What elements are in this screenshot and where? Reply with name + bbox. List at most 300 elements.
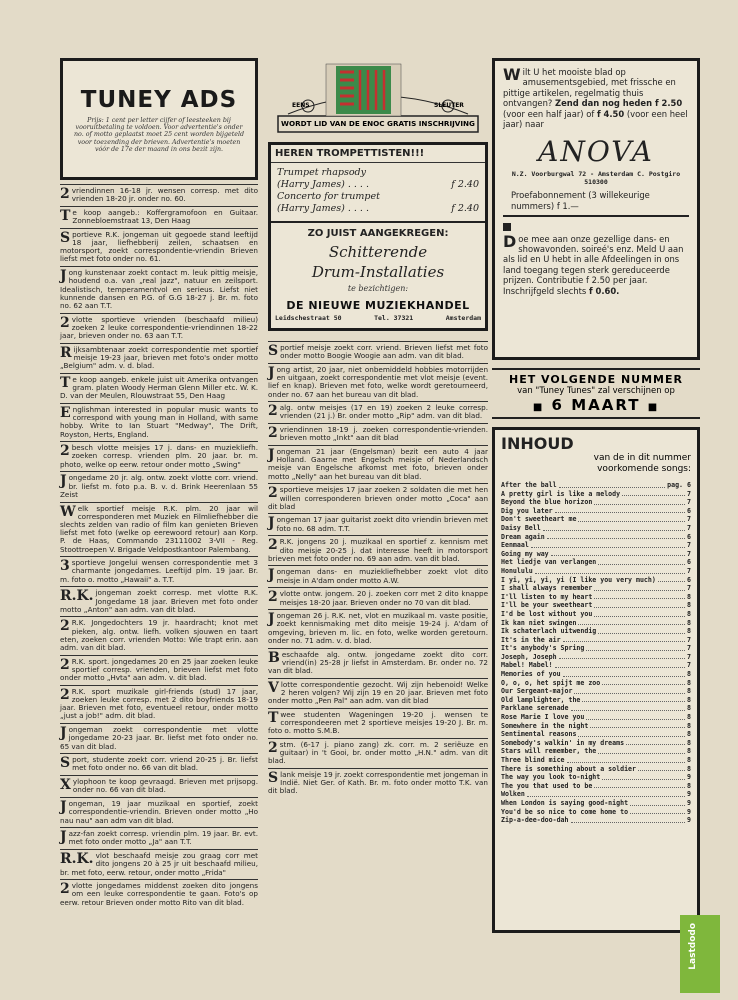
song-page-number: 8	[687, 592, 691, 601]
song-page	[687, 558, 691, 567]
ad-text: sportieve meisjes 17 jaar zoeken 2 soldaten die met hen willen corresponderen brieven onder motto „Coca" aan dit blad	[268, 485, 488, 511]
song-page	[687, 576, 691, 585]
ad-text: lotte correspondentie gezocht. Wij zijn hebenoid! Welke 2 heren volgen? Wij zijn 19 en 20 jaar. Brieven met foto onder motto „Pen Pal" aan adm. van dit blad	[268, 679, 488, 706]
classified-ad	[268, 741, 488, 766]
dot-leader	[598, 747, 685, 754]
trumpet-item	[271, 167, 485, 179]
song-page	[687, 799, 691, 808]
ad-initial: 2	[60, 686, 70, 703]
tuney-ads-box	[60, 58, 258, 180]
tuney-ads-title: TUNEY ADS	[80, 87, 238, 113]
ad-text: elk sportief meisje R.K. plm. 20 jaar wil corresponderen met Muziek en Filmliefhebber die slechts zelden van radio of film kan genieten Brieven liefst met foto (welke op eerewoord retour) aan Korp. P. de Haas, Commando 23111002 3-VII - Reg. Stoottroepen V. Brigade Veldpostkantoor Palembang.	[60, 503, 258, 554]
song-row	[501, 524, 691, 533]
song-title: Our Sergeant-major	[501, 687, 573, 696]
song-row	[501, 593, 691, 602]
song-page-number: 8	[687, 747, 691, 756]
ad-initial: S	[60, 229, 71, 246]
volgende-l2: van "Tuney Tunes" zal verschijnen op	[517, 386, 675, 396]
dot-leader	[555, 661, 685, 668]
ad-text: vlotte ontw. jongem. 20 j. zoeken corr met 2 dito knappe meisjes 18-20 jaar. Brieven onder no 70 van dit blad.	[279, 589, 488, 607]
sticker-text: Lastdodo	[688, 923, 698, 970]
song-row	[501, 515, 691, 524]
song-title: Somebody's walkin' in my dreams	[501, 738, 625, 747]
ad-divider	[60, 879, 258, 880]
classified-ad	[268, 538, 488, 563]
ad-text: ongedame 20 jr. alg. ontw. zoekt vlotte corr. vriend. br. liefst m. foto p.a. B. v. d. Brink Heerenlaan 55 Zeist	[60, 473, 258, 499]
song-page	[687, 704, 691, 713]
ad-text: R.K. sport. jongedames 20 en 25 jaar zoeken leuke sportief corresp. vrienden, brieven liefst met foto onder motto „Hvta" aan adm. v. dit blad.	[60, 656, 258, 683]
ad-initial: 2	[268, 403, 278, 420]
song-page-number: 8	[687, 756, 691, 764]
classified-ad	[268, 771, 488, 796]
ad-initial: 3	[60, 558, 70, 575]
song-page-number: 8	[687, 670, 691, 679]
classified-ad	[268, 681, 488, 706]
song-row	[501, 498, 691, 507]
song-page-number: 7	[687, 661, 691, 670]
song-row	[501, 756, 691, 765]
song-page	[687, 696, 691, 705]
ad-initial: 2	[268, 425, 278, 442]
drum-line-1: Schitterende	[328, 243, 428, 261]
ad-text: vriendinnen 16-18 jr. wensen corresp. met dito vrienden 18-20 jr. onder no. 60.	[71, 186, 258, 204]
song-row	[501, 704, 691, 713]
ad-initial: J	[60, 473, 67, 490]
song-page-number: 8	[687, 695, 691, 704]
ad-initial: J	[268, 447, 275, 464]
ad-text: ong artist, 20 jaar, niet onbemiddeld hobbies motorrijden en uitgaan, zoekt correspondentie met vlot meisje (event. lief en knap). Brieven met foto, welke wordt geretourneerd, onder no. 67 aan het bureau van dit blad.	[268, 364, 488, 399]
ad-divider	[60, 685, 258, 686]
ad-text: nglishman interested in popular music wants to correspond with young man in Holland, with same hobby. Write to Ian Stuart "Medway", The Drift, Royston, Herts, England.	[60, 404, 258, 439]
dot-leader	[622, 490, 685, 497]
song-page	[687, 730, 691, 739]
ad-divider	[268, 708, 488, 709]
song-row	[501, 747, 691, 756]
song-page	[667, 481, 691, 490]
classified-ad	[60, 882, 258, 907]
song-page	[687, 515, 691, 524]
song-page-number: 8	[687, 764, 691, 773]
song-page-number: 9	[687, 807, 691, 816]
ad-text: vlotte jongedames middenst zoeken dito jongens om een leuke correspondentie te gaan. Foto's op eerw. retour Brieven onder motto Rito van dit blad.	[60, 881, 258, 907]
left-column	[60, 58, 258, 909]
song-title: I shall always remember	[501, 584, 593, 593]
song-title: Rose Marie I love you	[501, 713, 585, 722]
anova-logo: ANOVA	[538, 135, 654, 169]
ad-divider	[268, 363, 488, 364]
classified-ad	[60, 852, 258, 877]
song-title: Sentimental reasons	[501, 730, 577, 739]
dot-leader	[594, 610, 685, 617]
song-row	[501, 576, 691, 585]
song-title: I yi, yi, yi, yi (I like you very much)	[501, 575, 656, 584]
ad-initial: S	[60, 755, 71, 772]
song-row	[501, 533, 691, 542]
store-street: Leidschestraat 50	[275, 314, 342, 322]
bezichtigen-text: te bezichtigen:	[347, 284, 409, 293]
ad-divider	[60, 502, 258, 503]
dot-leader	[630, 799, 685, 806]
song-page-number: 7	[687, 541, 691, 550]
song-page-number: 7	[687, 498, 691, 507]
song-title: Ik kan niet swingen	[501, 618, 577, 627]
song-page	[687, 739, 691, 748]
tuney-ads-rules: Prijs: 1 cent per letter cijfer of leesteeken bij vooruitbetaling te voldoen. Voor advertentie's onder no. of motto geplaatst moet 25 cent worden bijgeteld voor toezending der brieven. Advertentie's moeten vóór de 17e der maand in ons bezit zijn.	[73, 117, 245, 153]
song-page	[687, 722, 691, 731]
classified-ad	[60, 830, 258, 846]
dot-leader	[543, 524, 685, 531]
dot-leader	[567, 756, 685, 763]
classified-ad	[60, 269, 258, 310]
trumpet-price: f 2.40	[451, 203, 479, 214]
song-page	[687, 610, 691, 619]
ad-divider	[60, 616, 258, 617]
classified-ad	[268, 404, 488, 420]
song-row	[501, 790, 691, 799]
ad-initial: B	[268, 649, 280, 666]
song-page	[687, 533, 691, 542]
trumpet-title: (Harry James) . . . .	[277, 203, 369, 214]
song-page	[687, 490, 691, 499]
classified-ad	[60, 619, 258, 652]
song-title: Memories of you	[501, 670, 561, 679]
song-row	[501, 679, 691, 688]
trumpet-item	[271, 179, 485, 191]
dot-leader	[594, 498, 685, 505]
song-page-number: 6	[687, 481, 691, 489]
ad-initial: W	[60, 503, 76, 520]
ad-divider	[268, 648, 488, 649]
song-row	[501, 601, 691, 610]
middle-column	[268, 58, 488, 798]
song-row	[501, 627, 691, 636]
song-page	[687, 782, 691, 791]
classified-ad	[268, 590, 488, 606]
store-city: Amsterdam	[445, 314, 481, 322]
classified-ad	[60, 406, 258, 439]
song-page	[687, 541, 691, 550]
ad-text: port, studente zoekt corr. vriend 20-25 j. Br. liefst met foto onder no. 66 van dit blad.	[72, 755, 258, 773]
ad-divider	[268, 423, 488, 424]
classified-ad	[60, 209, 258, 225]
song-title: Beyond the blue horizon	[501, 498, 593, 507]
dot-leader	[559, 653, 685, 660]
classified-ad	[60, 474, 258, 499]
ad-divider	[60, 775, 258, 776]
song-page-number: 7	[687, 652, 691, 661]
song-title: Wolken	[501, 790, 525, 799]
song-row	[501, 558, 691, 567]
wilt-initial: W	[503, 65, 521, 84]
ad-text: portief meisje zoekt corr. vriend. Brieven liefst met foto onder motto Boogie Woogie aan adm. van dit blad.	[280, 343, 488, 361]
song-page-number: 8	[687, 609, 691, 618]
ad-initial: 2	[268, 739, 278, 756]
ad-divider	[268, 341, 488, 342]
dot-leader	[598, 627, 685, 634]
classified-ad	[60, 559, 258, 584]
dot-leader	[630, 808, 685, 815]
ad-divider	[60, 228, 258, 229]
classified-ad	[60, 726, 258, 751]
song-page	[687, 756, 691, 765]
ad-divider	[60, 184, 258, 185]
ad-initial: T	[60, 374, 71, 391]
trumpet-title: Concerto for trumpet	[277, 191, 380, 202]
trumpet-item	[271, 203, 485, 215]
doe-mee-paragraph	[503, 223, 689, 296]
ad-divider	[60, 313, 258, 314]
anova-ad	[492, 58, 700, 360]
song-page	[687, 661, 691, 670]
ad-divider	[268, 678, 488, 679]
song-title: Honululu	[501, 566, 533, 575]
ad-text: e koop aangeb. enkele juist uit Amerika ontvangen gram. platen Woody Herman Glenn Miller etc. W. K. D. van der Meulen, Rlouwstraat 55, Den Haag	[60, 374, 258, 401]
ad-initial: J	[268, 611, 275, 628]
store-phone: Tel. 37321	[374, 314, 414, 322]
dot-leader	[559, 481, 666, 488]
ad-divider	[268, 401, 488, 402]
song-page-number: 9	[687, 790, 691, 799]
song-page-number: 9	[687, 816, 691, 825]
song-page	[687, 765, 691, 774]
ad-divider	[60, 586, 258, 587]
wilt-bold: Zend dan nog heden f 2.50	[555, 98, 683, 109]
classified-ad	[60, 756, 258, 772]
classified-ad	[268, 486, 488, 511]
song-page-number: 8	[687, 738, 691, 747]
enoc-banner: WORDT LID VAN DE ENOC GRATIS INSCHRIJVING	[281, 119, 475, 128]
song-title: I'll listen to my heart	[501, 592, 593, 601]
ad-text: ijksambtenaar zoekt correspondentie met sportief meisje 19-23 jaar, brieven met foto's onder motto „Belgium" adm. v. d. blad.	[60, 344, 258, 371]
song-title: It's anybody's Spring	[501, 644, 585, 653]
song-row	[501, 816, 691, 825]
song-page	[687, 636, 691, 645]
ad-divider	[60, 723, 258, 724]
song-title: After the ball	[501, 481, 557, 489]
song-row	[501, 687, 691, 696]
song-title: Dream again	[501, 532, 545, 541]
volgende-l1: HET VOLGENDE NUMMER	[509, 373, 683, 386]
song-page-number: 8	[687, 618, 691, 627]
heren-heading: HEREN TROMPETTISTEN!!!	[275, 148, 425, 159]
song-title: Joseph, Joseph	[501, 652, 557, 661]
classified-ad	[60, 778, 258, 794]
song-row	[501, 799, 691, 808]
volgende-l3: ■ 6 MAART ■	[532, 396, 660, 414]
song-title: The you that used to be	[501, 781, 593, 790]
dot-leader	[571, 816, 686, 823]
song-row	[501, 765, 691, 774]
ad-initial: R.K.	[60, 588, 94, 605]
song-page-number: 6	[687, 506, 691, 515]
song-page-number: 7	[687, 523, 691, 532]
store-address	[271, 312, 485, 324]
ad-text: ongeman 17 jaar guitarist zoekt dito vriendin brieven met foto no. 68 adm. T.T.	[276, 515, 488, 533]
song-row	[501, 584, 691, 593]
song-page	[687, 627, 691, 636]
ad-initial: 2	[60, 443, 70, 460]
dot-leader	[535, 567, 685, 574]
classified-ad	[60, 231, 258, 264]
ad-text: wee studenten Wageningen 19-20 j. wensen te correspondeeren met 2 sportieve meisjes 19-20 J. Br. m. foto o. motto S.M.B.	[268, 709, 488, 736]
ad-initial: J	[268, 364, 275, 381]
song-page-number: 7	[687, 566, 691, 575]
ad-initial: E	[60, 404, 71, 421]
song-row	[501, 550, 691, 559]
song-page-number: 6	[687, 575, 691, 584]
ad-initial: 2	[60, 314, 70, 331]
song-row	[501, 696, 691, 705]
song-page-number: 6	[687, 558, 691, 567]
ad-text: sportieve Jongelui wensen correspondentie met 3 charmante jongedames. Leeftijd plm. 19 jaar. Br. m. foto o. motto „Hawaii" a. T.T.	[60, 558, 258, 584]
song-row	[501, 739, 691, 748]
song-row	[501, 808, 691, 817]
dot-leader	[598, 558, 685, 565]
trumpet-item	[271, 191, 485, 203]
song-title: Somewhere in the night	[501, 721, 589, 730]
ad-divider	[60, 266, 258, 267]
ad-initial: V	[268, 679, 279, 696]
classified-ad	[268, 568, 488, 584]
ad-initial: 2	[60, 186, 70, 202]
ad-divider	[60, 827, 258, 828]
ad-divider	[60, 441, 258, 442]
ad-text: R.K. Jongedochters 19 jr. haardracht; knot met pieken, alg. ontw. liefh. volken sjouwen en taart eten, zoeken corr. vrienden Motto: Wie trapt erin. aan adm. van dit blad.	[60, 618, 258, 653]
song-page	[687, 507, 691, 516]
song-title: Ik schaterlach uitwendig	[501, 627, 597, 636]
ad-text: ongeman zoekt correspondentie met vlotte jongedame 20-23 jaar. Br. liefst met foto onder no. 65 van dit blad.	[60, 725, 258, 751]
song-page	[687, 644, 691, 653]
ad-text: ongeman 21 jaar (Engelsman) bezit een auto 4 jaar Holland. Gaarne met Engelsch meisje of Nederlandsch meisje van Engelsche afkomst met foto, brieven onder motto „Nelly" aan het bureau van dit blad.	[268, 447, 488, 481]
ad-initial: S	[268, 343, 279, 359]
classified-ad	[60, 376, 258, 401]
ad-divider	[60, 797, 258, 798]
song-row	[501, 653, 691, 662]
song-page-number: 8	[687, 678, 691, 687]
classified-ad	[60, 187, 258, 203]
dot-leader	[555, 507, 685, 514]
ad-initial: J	[60, 268, 67, 285]
ad-initial: 2	[268, 537, 278, 554]
song-page	[687, 593, 691, 602]
dot-leader	[602, 773, 685, 780]
page-label: pag.	[667, 481, 684, 489]
ad-divider	[60, 849, 258, 850]
ad-divider	[268, 738, 488, 739]
ad-text: vriendinnen 18-19 j. zoeken correspondentie-vrienden. brieven motto „Inkt" aan dit blad	[279, 425, 488, 443]
dot-leader	[547, 533, 685, 540]
song-title: There is something about a soldier	[501, 764, 636, 773]
song-page	[687, 498, 691, 507]
dot-leader	[586, 644, 685, 651]
classified-ad	[268, 426, 488, 442]
song-row	[501, 610, 691, 619]
song-title: Three blind mice	[501, 756, 565, 764]
song-page-number: 8	[687, 730, 691, 739]
ad-divider	[268, 768, 488, 769]
dot-leader	[658, 576, 685, 583]
classified-ad	[268, 344, 488, 360]
inhoud-title: INHOUD	[501, 434, 574, 453]
song-title: Eenmaal	[501, 541, 529, 550]
song-page-number: 7	[687, 635, 691, 644]
doe-text: oe mee aan onze gezellige dans- en showavonden. soireé's enz. Meld U aan als lid en U hebt in alle Afdeelingen in ons land toegang tegen sterk gereduceerde prijzen. Contributie f 2.50 per jaar. Inschrijfgeld slechts	[503, 233, 684, 296]
ad-initial: R.K.	[60, 851, 94, 868]
ad-initial: T	[60, 207, 71, 224]
song-page	[687, 601, 691, 610]
ad-divider	[268, 535, 488, 536]
wilt-text2: (voor een half jaar) of	[503, 108, 595, 119]
inhoud-box	[492, 427, 700, 933]
song-title: Mabel! Mabel!	[501, 661, 553, 670]
ad-divider	[60, 373, 258, 374]
song-page	[687, 713, 691, 722]
classified-ad	[268, 448, 488, 481]
classified-ad	[60, 316, 258, 341]
song-row	[501, 670, 691, 679]
dot-leader	[578, 730, 685, 737]
dot-leader	[602, 679, 685, 686]
song-page	[687, 619, 691, 628]
song-title: Don't sweetheart me	[501, 515, 577, 524]
ad-divider	[60, 471, 258, 472]
ad-divider	[60, 753, 258, 754]
song-row	[501, 490, 691, 499]
ad-initial: 2	[268, 485, 278, 502]
ad-initial: J	[268, 567, 275, 584]
song-page-number: 8	[687, 687, 691, 696]
dot-leader	[574, 687, 685, 694]
wilt-text: ilt U het mooiste blad op amusementsgebied, met frissche en pittige artikelen, regelmatig thuis ontvangen?	[503, 67, 676, 109]
ad-text: azz-fan zoekt corresp. vriendin plm. 19 jaar. Br. evt. met foto onder motto „Ja" aan T.T.	[68, 829, 258, 847]
trumpet-list	[271, 167, 485, 215]
song-row	[501, 481, 691, 490]
dot-leader	[563, 636, 685, 643]
song-page-number: 7	[687, 515, 691, 524]
classified-ad	[268, 711, 488, 736]
classified-ad	[60, 505, 258, 554]
dot-leader	[594, 601, 685, 608]
song-page-number: 7	[687, 584, 691, 593]
doe-initial: D	[503, 231, 517, 251]
anova-address: N.Z. Voorburgwal 72 - Amsterdam C. Postgiro 510300	[511, 170, 681, 187]
song-title: Old lamplighter, the	[501, 695, 581, 704]
song-row	[501, 619, 691, 628]
classified-ad	[60, 658, 258, 683]
song-row	[501, 507, 691, 516]
song-title: Daisy Bell	[501, 523, 541, 532]
ad-divider	[60, 655, 258, 656]
zo-juist-heading: ZO JUIST AANGEKREGEN:	[307, 228, 449, 239]
ad-initial: J	[60, 725, 67, 742]
song-title: I'll be your sweetheart	[501, 601, 593, 610]
ad-text: portieve R.K. jongeman uit gegoede stand leeftijd 18 jaar, liefhebberij zeilen, schaatsen en motorsport, zoekt correspondentie-vriendin Brieven liefst met foto onder no. 61.	[60, 229, 258, 264]
song-page	[687, 747, 691, 756]
song-page-number: 9	[687, 773, 691, 782]
dot-leader	[578, 619, 685, 626]
ad-initial: S	[268, 770, 279, 787]
song-row	[501, 636, 691, 645]
square-bullet-icon	[503, 223, 511, 231]
inhoud-sub2: voorkomende songs:	[597, 464, 691, 474]
song-page-number: 7	[687, 644, 691, 653]
song-page	[687, 584, 691, 593]
song-row	[501, 713, 691, 722]
song-row	[501, 644, 691, 653]
dot-leader	[594, 782, 685, 789]
enoc-right-word: SLEUTER	[434, 102, 464, 109]
song-page-number: 8	[687, 713, 691, 722]
